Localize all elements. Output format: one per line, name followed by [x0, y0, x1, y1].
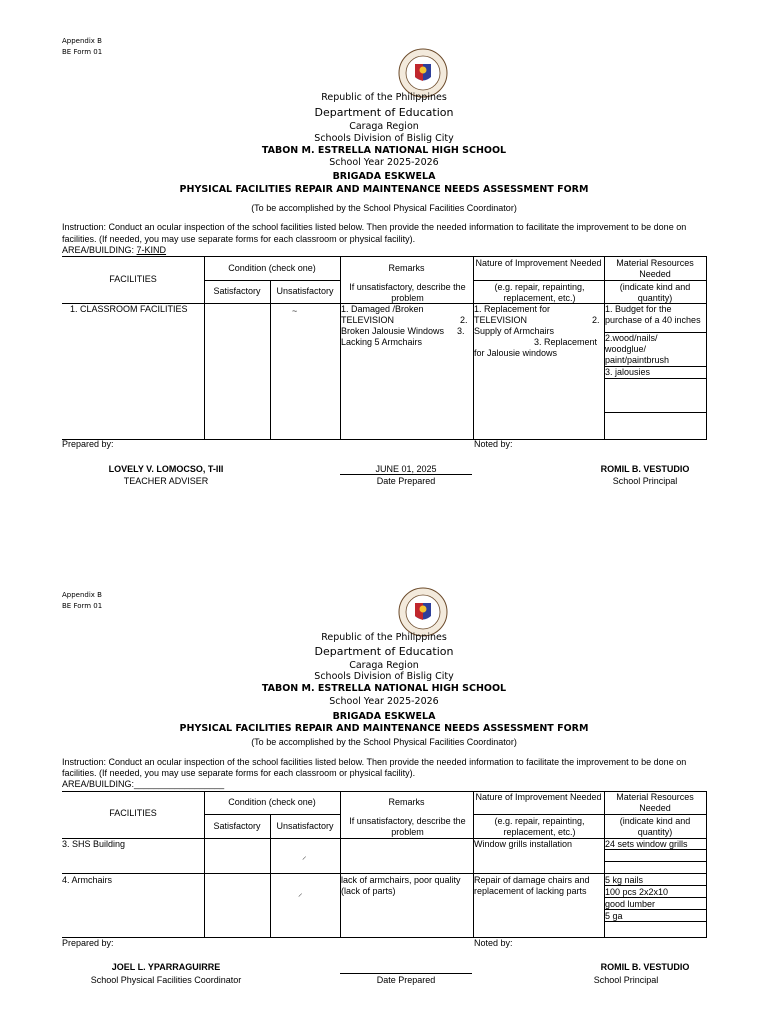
material-line-2b: woodglue/ — [605, 344, 647, 354]
form-number: BE Form 01 — [62, 48, 103, 56]
nature-cell: Window grills installation — [474, 839, 573, 849]
department-line: Department of Education — [314, 106, 454, 119]
division-line: Schools Division of Bislig City — [314, 133, 454, 144]
school-name: TABON M. ESTRELLA NATIONAL HIGH SCHOOL — [261, 683, 507, 694]
principal-role: School Principal — [593, 975, 659, 985]
header-nature-sub: (e.g. repair, repainting, replacement, etc.) — [494, 282, 585, 303]
form-2 — [0, 520, 768, 1024]
date-prepared-label: Date Prepared — [376, 975, 436, 985]
nature-line-4: 3. Replacement — [534, 337, 598, 347]
header-satisfactory: Satisfactory — [213, 286, 261, 296]
assessment-table — [62, 791, 707, 938]
school-year: School Year 2025-2026 — [329, 157, 439, 168]
header-nature-sub: (e.g. repair, repainting, replacement, etc.) — [494, 816, 585, 837]
assessment-table — [62, 256, 707, 440]
program-title: BRIGADA ESKWELA — [332, 171, 436, 182]
deped-seal-icon — [398, 48, 448, 98]
preparer-role: School Physical Facilities Coordinator — [90, 975, 242, 985]
area-building-value: 7-KIND — [136, 245, 167, 255]
remarks-cell: lack of armchairs, poor quality (lack of parts) — [341, 875, 461, 896]
nature-line-2: TELEVISION — [474, 315, 528, 325]
remarks-line-3: Broken Jalousie Windows — [341, 326, 445, 336]
row-facility: 3. SHS Building — [62, 839, 126, 849]
deped-seal-icon — [398, 587, 448, 637]
material-cell: 24 sets window grills — [605, 839, 688, 849]
instruction-line-2: facilities. (If needed, you may use separate forms for each classroom or physical facility). — [62, 768, 416, 778]
area-building-value: __________________ — [134, 779, 225, 789]
material-line-2: 2.wood/nails/ — [605, 333, 658, 343]
nature-cell: Repair of damage chairs and replacement of lacking parts — [474, 875, 590, 896]
unsatisfactory-check: ~ — [292, 306, 298, 316]
prepared-by-label: Prepared by: — [62, 439, 114, 449]
material-line-4: 5 ga — [605, 911, 623, 921]
republic-line: Republic of the Philippines — [321, 632, 447, 643]
instruction-line-1: Instruction: Conduct an ocular inspection of the school facilities listed below. Then provide the needed information to facilitate the improvement to be done on — [62, 757, 687, 767]
appendix-label: Appendix B — [62, 37, 102, 45]
header-facilities: FACILITIES — [109, 274, 157, 284]
prepared-by-label: Prepared by: — [62, 938, 114, 948]
unsatisfactory-check: ⸝ — [298, 888, 303, 898]
unsatisfactory-check: ⸝ — [302, 851, 307, 861]
department-line: Department of Education — [314, 645, 454, 658]
preparer-name: LOVELY V. LOMOCSO, T-III — [108, 464, 224, 474]
header-remarks: Remarks — [388, 263, 425, 273]
noted-by-label: Noted by: — [474, 938, 513, 948]
school-year: School Year 2025-2026 — [329, 696, 439, 707]
principal-name: ROMIL B. VESTUDIO — [600, 464, 690, 474]
area-building-label: AREA/BUILDING: — [62, 245, 137, 255]
form-title: PHYSICAL FACILITIES REPAIR AND MAINTENANCE NEEDS ASSESSMENT FORM — [179, 723, 589, 734]
school-name: TABON M. ESTRELLA NATIONAL HIGH SCHOOL — [261, 145, 507, 156]
remarks-line-2-num: 2. — [460, 315, 468, 325]
instruction-line-2: facilities. (If needed, you may use separate forms for each classroom or physical facility). — [62, 234, 416, 244]
header-facilities: FACILITIES — [109, 808, 157, 818]
noted-by-label: Noted by: — [474, 439, 513, 449]
header-remarks: Remarks — [388, 797, 425, 807]
region-line: Caraga Region — [349, 121, 419, 132]
header-remarks-sub: If unsatisfactory, describe the problem — [349, 816, 466, 837]
division-line: Schools Division of Bislig City — [314, 671, 454, 682]
header-unsatisfactory: Unsatisfactory — [276, 821, 334, 831]
row-facility: 1. CLASSROOM FACILITIES — [70, 304, 188, 314]
program-title: BRIGADA ESKWELA — [332, 711, 436, 722]
nature-line-1: 1. Replacement for — [474, 304, 551, 314]
nature-line-2-num: 2. — [592, 315, 600, 325]
material-line-1: 5 kg nails — [605, 875, 644, 885]
material-line-2c: paint/paintbrush — [605, 355, 670, 365]
header-remarks-sub: If unsatisfactory, describe the problem — [349, 282, 466, 303]
header-material: Material Resources Needed — [616, 258, 694, 279]
preparer-role: TEACHER ADVISER — [123, 476, 209, 486]
region-line: Caraga Region — [349, 660, 419, 671]
header-condition: Condition (check one) — [228, 797, 316, 807]
republic-line: Republic of the Philippines — [321, 92, 447, 103]
remarks-line-2: TELEVISION — [341, 315, 395, 325]
remarks-line-4: Lacking 5 Armchairs — [341, 337, 423, 347]
nature-line-5: for Jalousie windows — [474, 348, 558, 358]
principal-name: ROMIL B. VESTUDIO — [600, 962, 690, 972]
date-prepared-value — [340, 962, 472, 974]
material-line-1: 1. Budget for the — [605, 304, 672, 314]
form-subtitle: (To be accomplished by the School Physical Facilities Coordinator) — [251, 737, 517, 747]
area-building-label: AREA/BUILDING: — [62, 779, 135, 789]
material-line-2: 100 pcs 2x2x10 — [605, 887, 669, 897]
header-condition: Condition (check one) — [228, 263, 316, 273]
header-material-sub: (indicate kind and quantity) — [619, 816, 691, 837]
principal-role: School Principal — [612, 476, 678, 486]
header-unsatisfactory: Unsatisfactory — [276, 286, 334, 296]
instruction-line-1: Instruction: Conduct an ocular inspection of the school facilities listed below. Then provide the needed information to facilitate the improvement to be done on — [62, 222, 687, 232]
form-title: PHYSICAL FACILITIES REPAIR AND MAINTENANCE NEEDS ASSESSMENT FORM — [179, 184, 589, 195]
material-line-1b: purchase of a 40 inches — [605, 315, 701, 325]
area-building — [62, 245, 166, 256]
header-nature: Nature of Improvement Needed — [475, 258, 602, 268]
appendix-label: Appendix B — [62, 591, 102, 599]
row-facility: 4. Armchairs — [62, 875, 113, 885]
form-number: BE Form 01 — [62, 602, 103, 610]
nature-line-3: Supply of Armchairs — [474, 326, 555, 336]
header-material: Material Resources Needed — [616, 792, 694, 813]
date-prepared-value: JUNE 01, 2025 — [340, 464, 472, 475]
material-line-3: good lumber — [605, 899, 656, 909]
header-nature: Nature of Improvement Needed — [475, 792, 602, 802]
header-material-sub: (indicate kind and quantity) — [619, 282, 691, 303]
form-subtitle: (To be accomplished by the School Physical Facilities Coordinator) — [251, 203, 517, 213]
area-building — [62, 779, 224, 790]
remarks-line-1: 1. Damaged /Broken — [341, 304, 424, 314]
date-prepared-label: Date Prepared — [376, 476, 436, 486]
remarks-line-3-num: 3. — [457, 326, 465, 336]
material-line-3: 3. jalousies — [605, 367, 651, 377]
preparer-name: JOEL L. YPARRAGUIRRE — [111, 962, 221, 972]
header-satisfactory: Satisfactory — [213, 821, 261, 831]
